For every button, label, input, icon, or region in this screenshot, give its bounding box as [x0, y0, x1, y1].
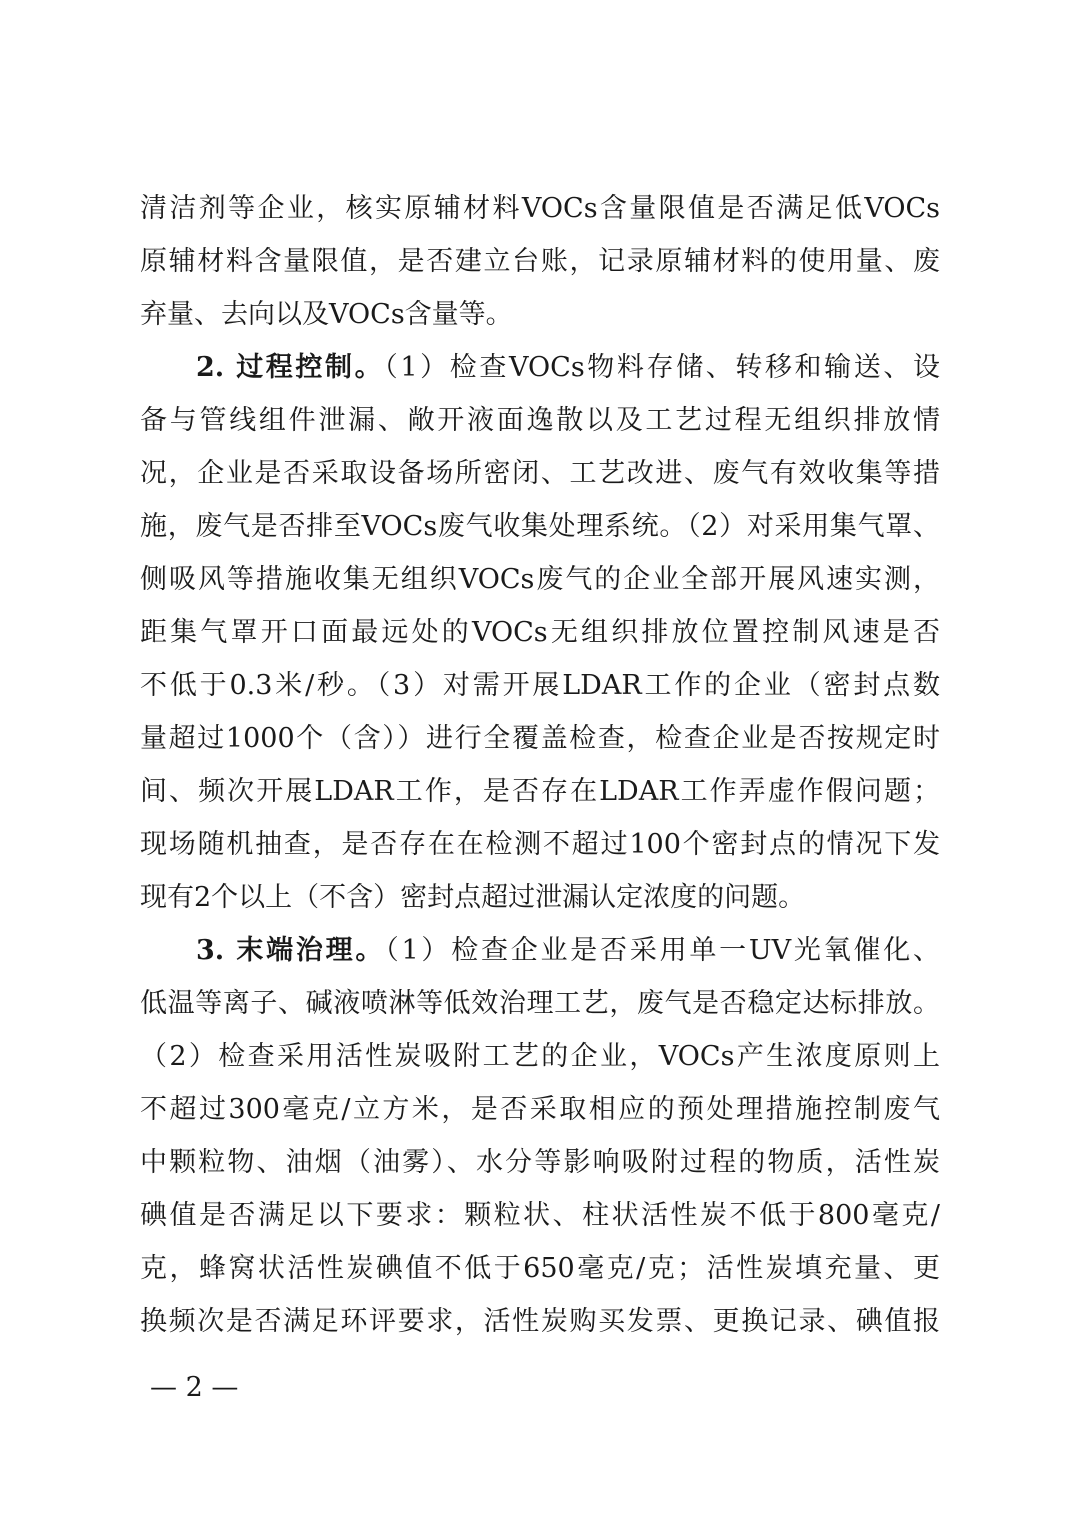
text-line: （1）检查VOCs物料存储、转移和输送、设 [384, 352, 940, 383]
text-line: 低温等离子、碱液喷淋等低效治理工艺，废气是否稳定达标排放。 [140, 988, 940, 1019]
text-line: 施，废气是否排至VOCs废气收集处理系统。（2）对采用集气罩、 [140, 511, 940, 542]
text-line: 弃量、去向以及VOCs含量等。 [140, 299, 513, 330]
paragraph-end-treatment [140, 924, 940, 977]
text-line: 现场随机抽查，是否存在在检测不超过100个密封点的情况下发 [140, 829, 940, 860]
text-line: 不低于0.3米/秒。（3）对需开展LDAR工作的企业（密封点数 [140, 670, 940, 701]
text-line: 原辅材料含量限值，是否建立台账，记录原辅材料的使用量、废 [140, 246, 940, 277]
text-line: 碘值是否满足以下要求：颗粒状、柱状活性炭不低于800毫克/ [140, 1200, 940, 1231]
heading-process-control: 2. 过程控制。 [196, 352, 385, 383]
text-line: 现有2个以上（不含）密封点超过泄漏认定浓度的问题。 [140, 882, 806, 913]
text-line: 距集气罩开口面最远处的VOCs无组织排放位置控制风速是否 [140, 617, 940, 648]
text-line: 量超过1000个（含））进行全覆盖检查，检查企业是否按规定时 [140, 723, 940, 754]
heading-end-treatment: 3. 末端治理。 [196, 935, 386, 966]
text-line: 间、频次开展LDAR工作，是否存在LDAR工作弄虚作假问题； [140, 776, 940, 807]
text-line: （1）检查企业是否采用单一UV光氧催化、 [385, 935, 941, 966]
text-line: 不超过300毫克/立方米，是否采取相应的预处理措施控制废气 [140, 1094, 940, 1125]
text-line: 克，蜂窝状活性炭碘值不低于650毫克/克；活性炭填充量、更 [140, 1253, 940, 1284]
text-line: 清洁剂等企业，核实原辅材料VOCs含量限值是否满足低VOCs [140, 193, 940, 224]
text-line: （2）检查采用活性炭吸附工艺的企业，VOCs产生浓度原则上 [140, 1041, 940, 1072]
text-line: 侧吸风等措施收集无组织VOCs废气的企业全部开展风速实测， [140, 564, 940, 595]
paragraph-process-control [140, 341, 940, 394]
body-text [140, 182, 940, 1348]
text-line: 备与管线组件泄漏、敞开液面逸散以及工艺过程无组织排放情 [140, 405, 940, 436]
text-line: 况，企业是否采取设备场所密闭、工艺改进、废气有效收集等措 [140, 458, 940, 489]
page-number: — 2 — [150, 1372, 239, 1403]
text-line: 换频次是否满足环评要求，活性炭购买发票、更换记录、碘值报 [140, 1306, 940, 1337]
text-line: 中颗粒物、油烟（油雾）、水分等影响吸附过程的物质，活性炭 [140, 1147, 940, 1178]
